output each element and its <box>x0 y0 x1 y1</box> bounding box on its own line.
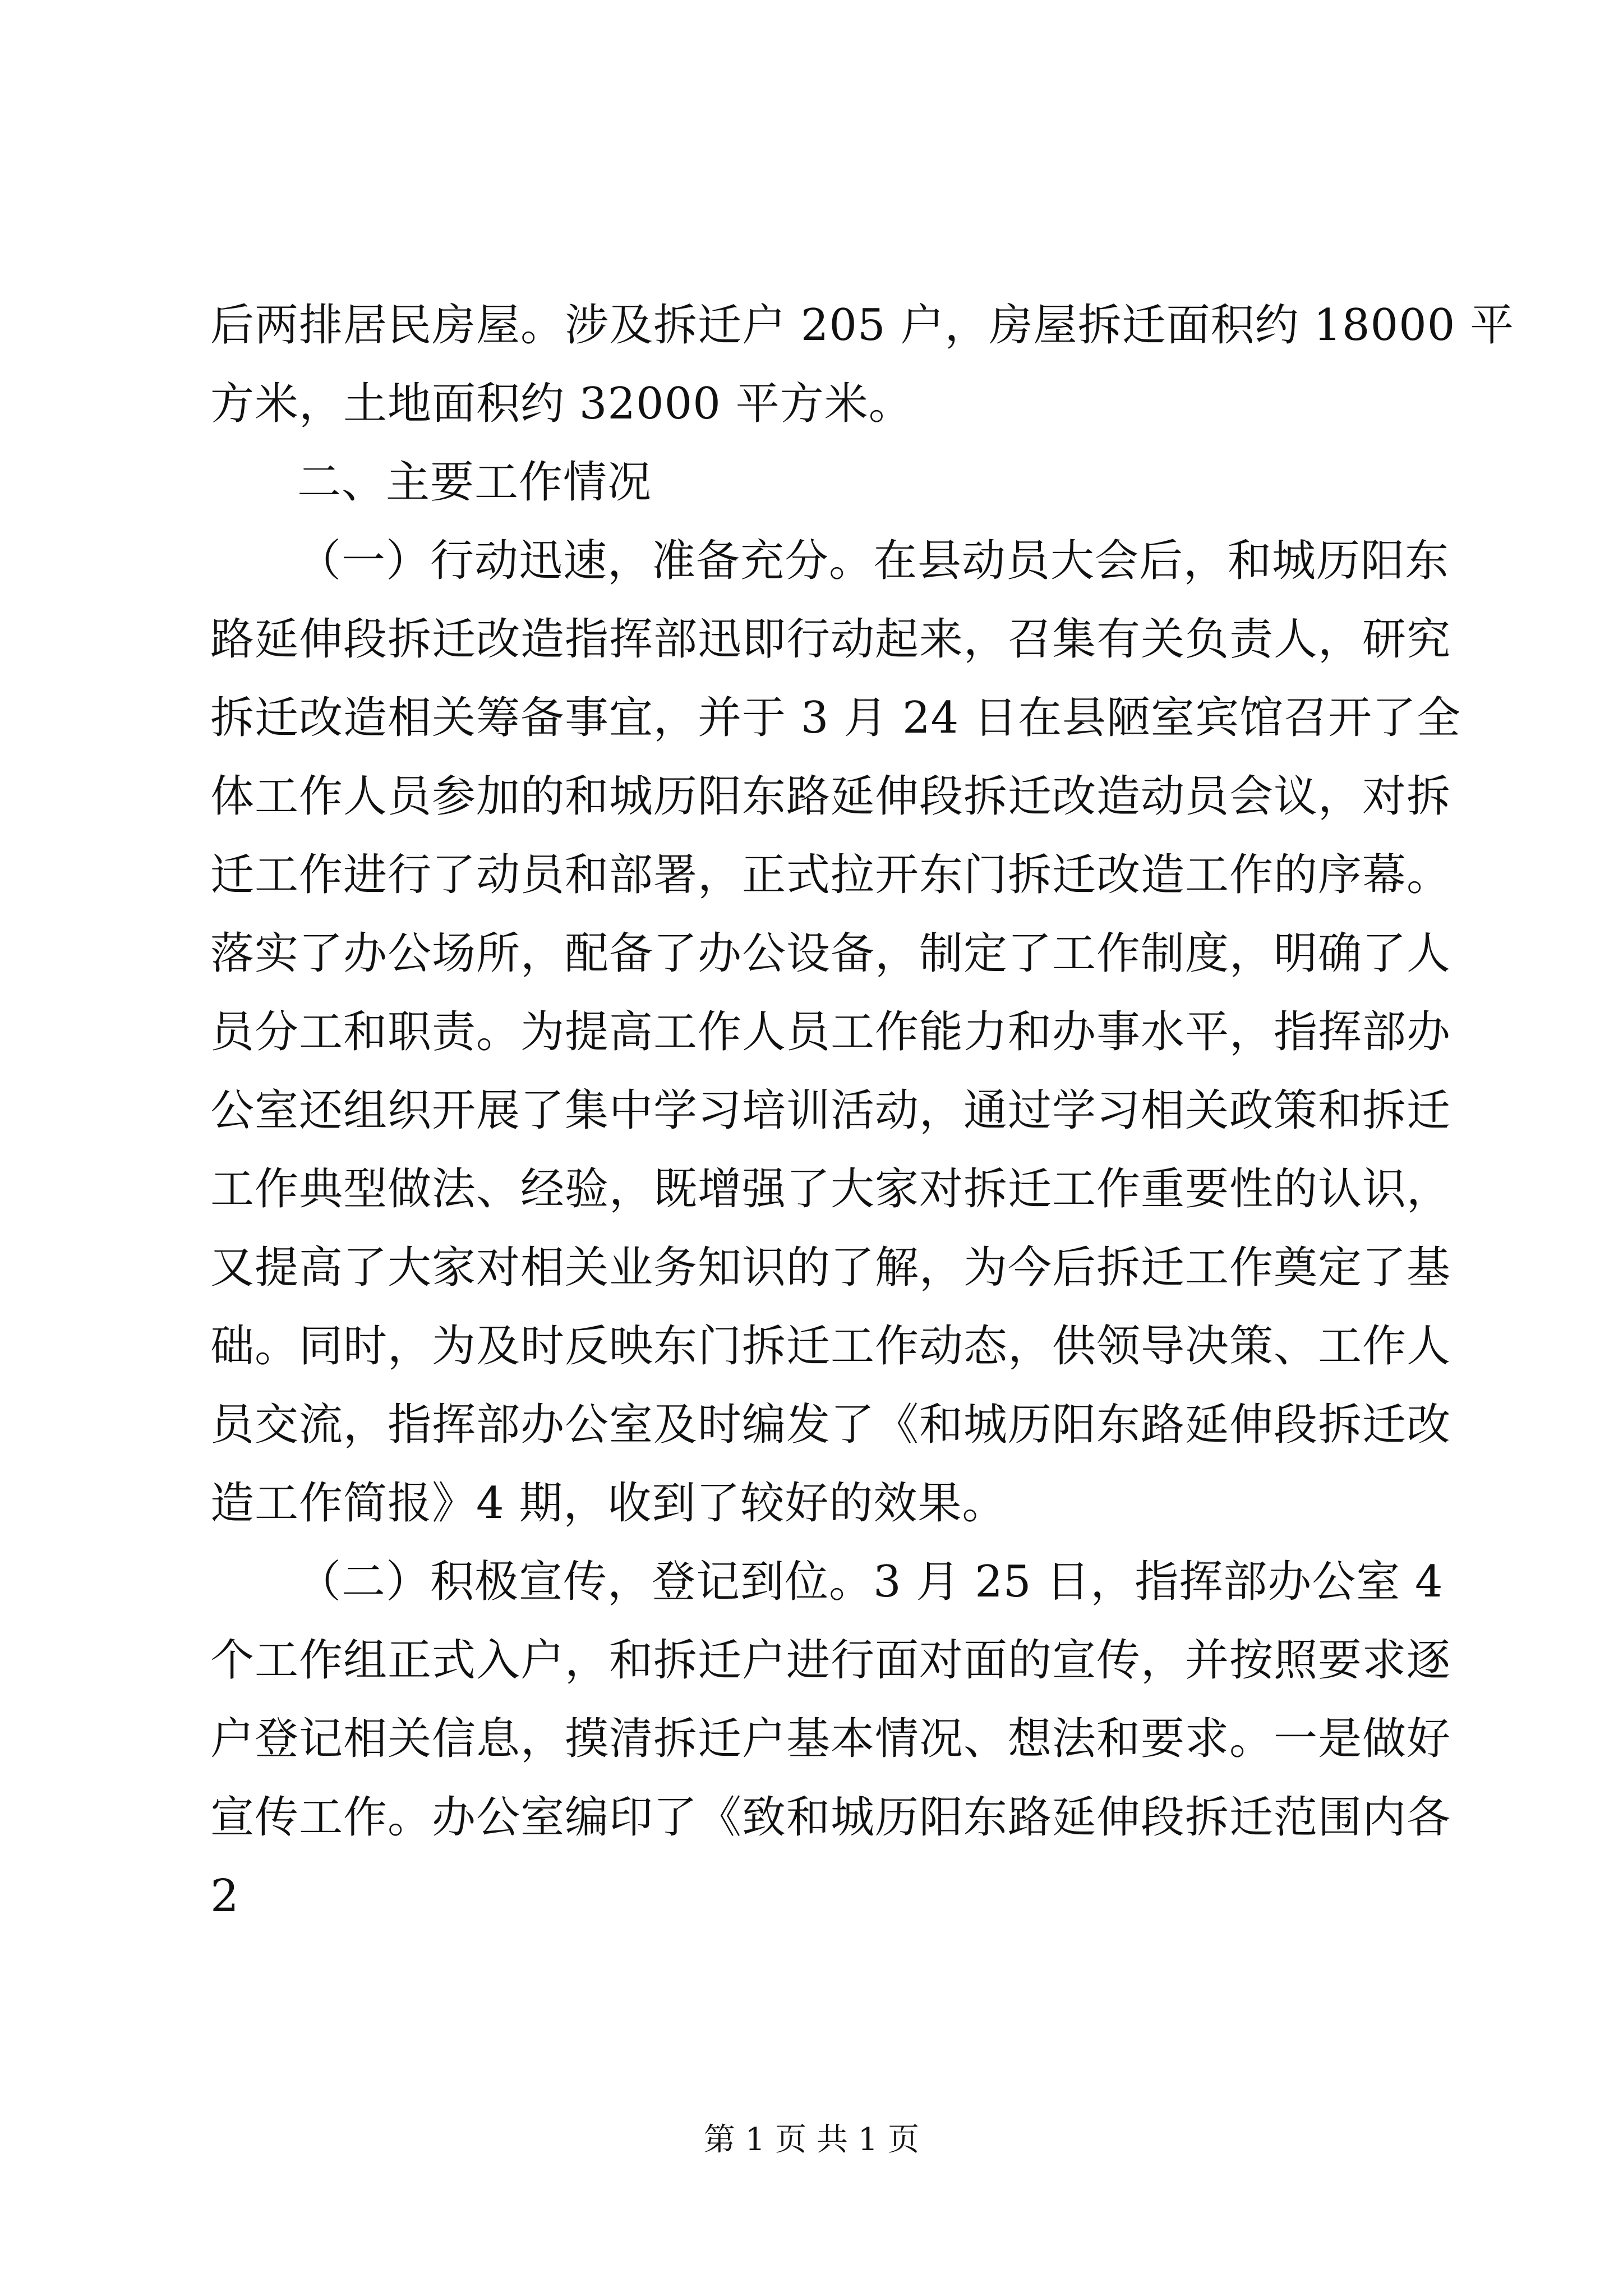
text-line-14: 础。同时，为及时反映东门拆迁工作动态，供领导决策、工作人 <box>210 1321 1451 1372</box>
text-line-19: 户登记相关信息，摸清拆迁户基本情况、想法和要求。一是做好 <box>210 1714 1451 1764</box>
text-line-13: 又提高了大家对相关业务知识的了解，为今后拆迁工作奠定了基 <box>210 1243 1451 1293</box>
page-footer: 第 1 页 共 1 页 <box>703 2122 920 2158</box>
text-line-18: 个工作组正式入户，和拆迁户进行面对面的宣传，并按照要求逐 <box>210 1635 1451 1686</box>
text-line-15: 员交流，指挥部办公室及时编发了《和城历阳东路延伸段拆迁改 <box>210 1400 1451 1450</box>
text-line-8: 迁工作进行了动员和部署，正式拉开东门拆迁改造工作的序幕。 <box>210 850 1451 900</box>
section-heading: 二、主要工作情况 <box>297 457 652 508</box>
text-line-17: （二）积极宣传，登记到位。3 月 25 日，指挥部办公室 4 <box>297 1557 1444 1607</box>
text-line-16: 造工作简报》4 期，收到了较好的效果。 <box>210 1478 1007 1529</box>
text-line-2: 方米，土地面积约 32000 平方米。 <box>210 379 913 429</box>
text-line-1: 后两排居民房屋。涉及拆迁户 205 户，房屋拆迁面积约 18000 平 <box>210 300 1515 351</box>
text-line-4: （一）行动迅速，准备充分。在县动员大会后，和城历阳东 <box>297 536 1450 586</box>
text-line-11: 公室还组织开展了集中学习培训活动，通过学习相关政策和拆迁 <box>210 1085 1451 1136</box>
text-line-6: 拆迁改造相关筹备事宜，并于 3 月 24 日在县陋室宾馆召开了全 <box>210 693 1461 743</box>
text-line-12: 工作典型做法、经验，既增强了大家对拆迁工作重要性的认识， <box>210 1164 1451 1214</box>
text-line-5: 路延伸段拆迁改造指挥部迅即行动起来，召集有关负责人，研究 <box>210 614 1451 665</box>
page-number: 2 <box>210 1870 239 1922</box>
text-line-9: 落实了办公场所，配备了办公设备，制定了工作制度，明确了人 <box>210 928 1451 979</box>
text-line-10: 员分工和职责。为提高工作人员工作能力和办事水平，指挥部办 <box>210 1007 1451 1057</box>
text-line-20: 宣传工作。办公室编印了《致和城历阳东路延伸段拆迁范围内各 <box>210 1792 1451 1843</box>
text-line-7: 体工作人员参加的和城历阳东路延伸段拆迁改造动员会议，对拆 <box>210 771 1451 822</box>
